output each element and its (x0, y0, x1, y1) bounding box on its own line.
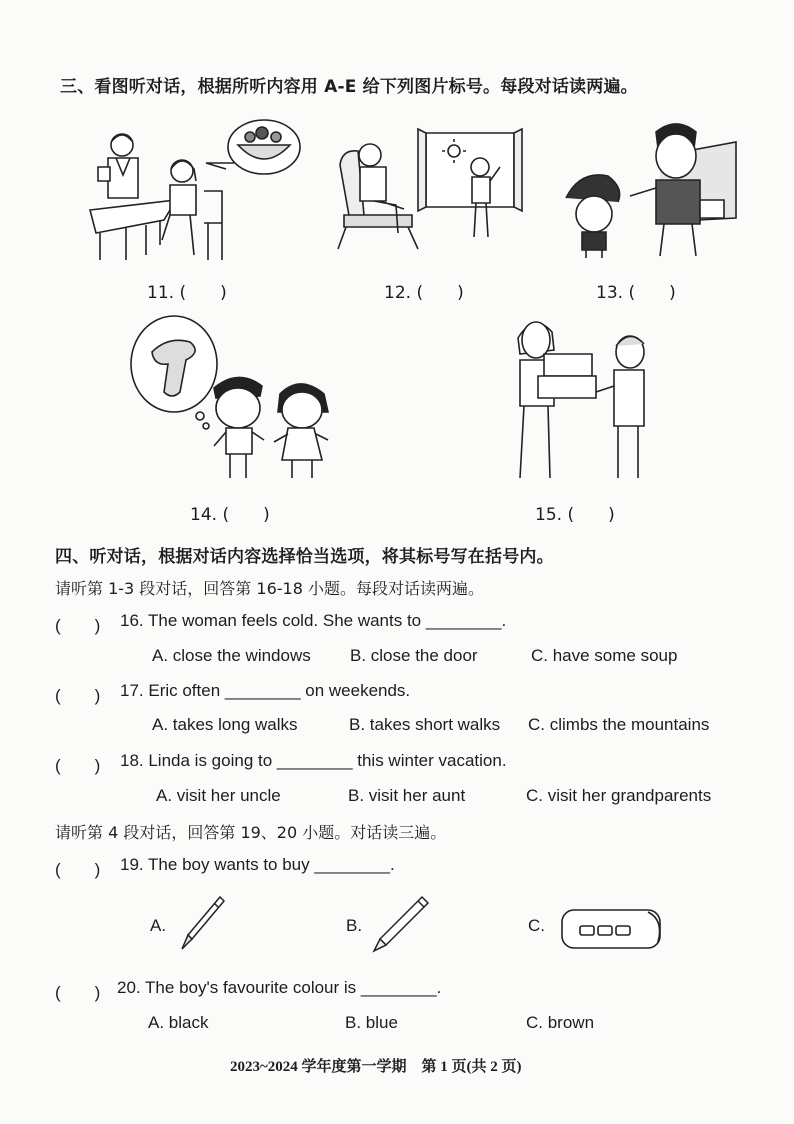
q19-option-b: B. (346, 916, 363, 935)
boy-and-man-picture (560, 118, 740, 258)
item-14-label: 14. ( ) (190, 505, 270, 525)
restaurant-order-picture (86, 115, 302, 265)
grandpa-window-picture (334, 125, 530, 253)
q17-option-c: C. climbs the mountains (528, 715, 710, 734)
section-3-title: 三、看图听对话，根据所听内容用 A-E 给下列图片标号。每段对话读两遍。 (60, 77, 638, 97)
page-footer: 2023~2024 学年度第一学期 第 1 页(共 2 页) (230, 1059, 522, 1075)
q19-option-a: A. (150, 916, 167, 935)
q19-option-c: C. (528, 916, 545, 935)
q20-option-a: A. black (148, 1013, 209, 1032)
item-13-label: 13. ( ) (596, 283, 676, 303)
question-17: 17. Eric often ________ on weekends. (120, 681, 411, 700)
item-15-label: 15. ( ) (535, 505, 615, 525)
section-4-instruction-1: 请听第 1-3 段对话，回答第 16-18 小题。每段对话读两遍。 (55, 579, 484, 598)
question-20: 20. The boy's favourite colour is ________. (117, 978, 442, 997)
answer-bracket-16[interactable]: ( ) (55, 616, 101, 635)
section-4-title: 四、听对话，根据对话内容选择恰当选项，将其标号写在括号内。 (55, 547, 554, 567)
answer-bracket-18[interactable]: ( ) (55, 756, 101, 775)
item-11-label: 11. ( ) (147, 283, 227, 303)
pencil-icon (372, 895, 430, 953)
q16-option-c: C. have some soup (531, 646, 678, 665)
giving-boxes-picture (510, 310, 670, 485)
q18-option-a: A. visit her uncle (156, 786, 281, 805)
q16-option-b: B. close the door (350, 646, 478, 665)
children-thinking-picture (128, 312, 358, 487)
section-4-instruction-2: 请听第 4 段对话，回答第 19、20 小题。对话读三遍。 (55, 823, 447, 842)
answer-bracket-20[interactable]: ( ) (55, 983, 101, 1002)
q17-option-a: A. takes long walks (152, 715, 298, 734)
q17-option-b: B. takes short walks (349, 715, 501, 734)
pencil-case-icon (558, 906, 666, 952)
q18-option-b: B. visit her aunt (348, 786, 466, 805)
q20-option-b: B. blue (345, 1013, 398, 1032)
pen-icon (176, 893, 226, 953)
answer-bracket-17[interactable]: ( ) (55, 686, 101, 705)
answer-bracket-19[interactable]: ( ) (55, 860, 101, 879)
q16-option-a: A. close the windows (152, 646, 311, 665)
item-12-label: 12. ( ) (384, 283, 464, 303)
q18-option-c: C. visit her grandparents (526, 786, 712, 805)
q20-option-c: C. brown (526, 1013, 595, 1032)
question-18: 18. Linda is going to ________ this winter vacation. (120, 751, 507, 770)
question-16: 16. The woman feels cold. She wants to ________. (120, 611, 507, 630)
question-19: 19. The boy wants to buy ________. (120, 855, 395, 874)
